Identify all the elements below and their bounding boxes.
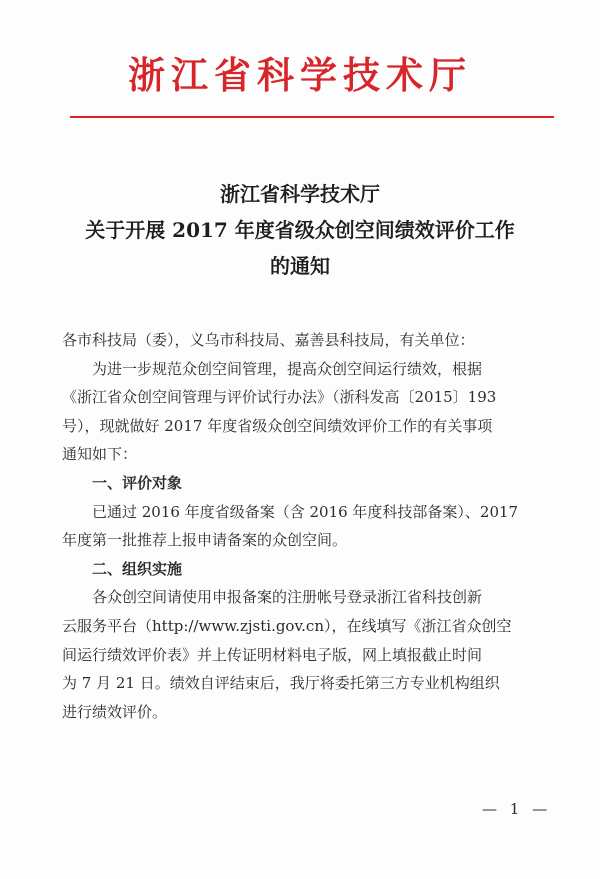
section-2-paragraph [62, 583, 546, 726]
intro-line: 号），现就做好 2017 年度省级众创空间绩效评价工作的有关事项 [62, 416, 493, 435]
document-title [40, 176, 560, 284]
section-1-line: 年度第一批推荐上报申请备案的众创空间。 [62, 531, 348, 550]
section-2-line: 云服务平台（http://www.zjsti.gov.cn），在线填写《浙江省众创空 [62, 616, 512, 635]
section-2-line: 为 7 月 21 日。绩效自评结束后，我厅将委托第三方专业机构组织 [62, 674, 500, 693]
letterhead-red-rule [70, 116, 554, 118]
intro-paragraph [62, 355, 546, 469]
page-number: — 1 — [482, 800, 552, 818]
intro-line: 《浙江省众创空间管理与评价试行办法》（浙科发高〔2015〕193 [62, 388, 497, 407]
document-body [62, 326, 546, 726]
section-1-heading: 一、评价对象 [92, 473, 183, 492]
title-line-1: 浙江省科学技术厅 [220, 182, 380, 206]
section-2-line: 进行绩效评价。 [62, 702, 168, 721]
section-1-line: 已通过 2016 年度省级备案（含 2016 年度科技部备案）、2017 [92, 502, 519, 521]
letterhead-org-name: 浙江省科学技术厅 [128, 54, 472, 97]
salutation: 各市科技局（委），义乌市科技局、嘉善县科技局，有关单位： [62, 331, 475, 349]
intro-line: 为进一步规范众创空间管理，提高众创空间运行绩效，根据 [92, 359, 483, 378]
section-2-line: 各众创空间请使用申报备案的注册帐号登录浙江省科技创新 [92, 588, 483, 607]
title-line-2: 关于开展 2017 年度省级众创空间绩效评价工作 [85, 218, 515, 242]
section-1-paragraph [62, 498, 546, 555]
intro-line: 通知如下： [62, 445, 138, 464]
section-2-line: 间运行绩效评价表》并上传证明材料电子版，网上填报截止时间 [62, 645, 483, 664]
title-line-3: 的通知 [270, 254, 330, 278]
section-2-heading: 二、组织实施 [92, 559, 183, 578]
